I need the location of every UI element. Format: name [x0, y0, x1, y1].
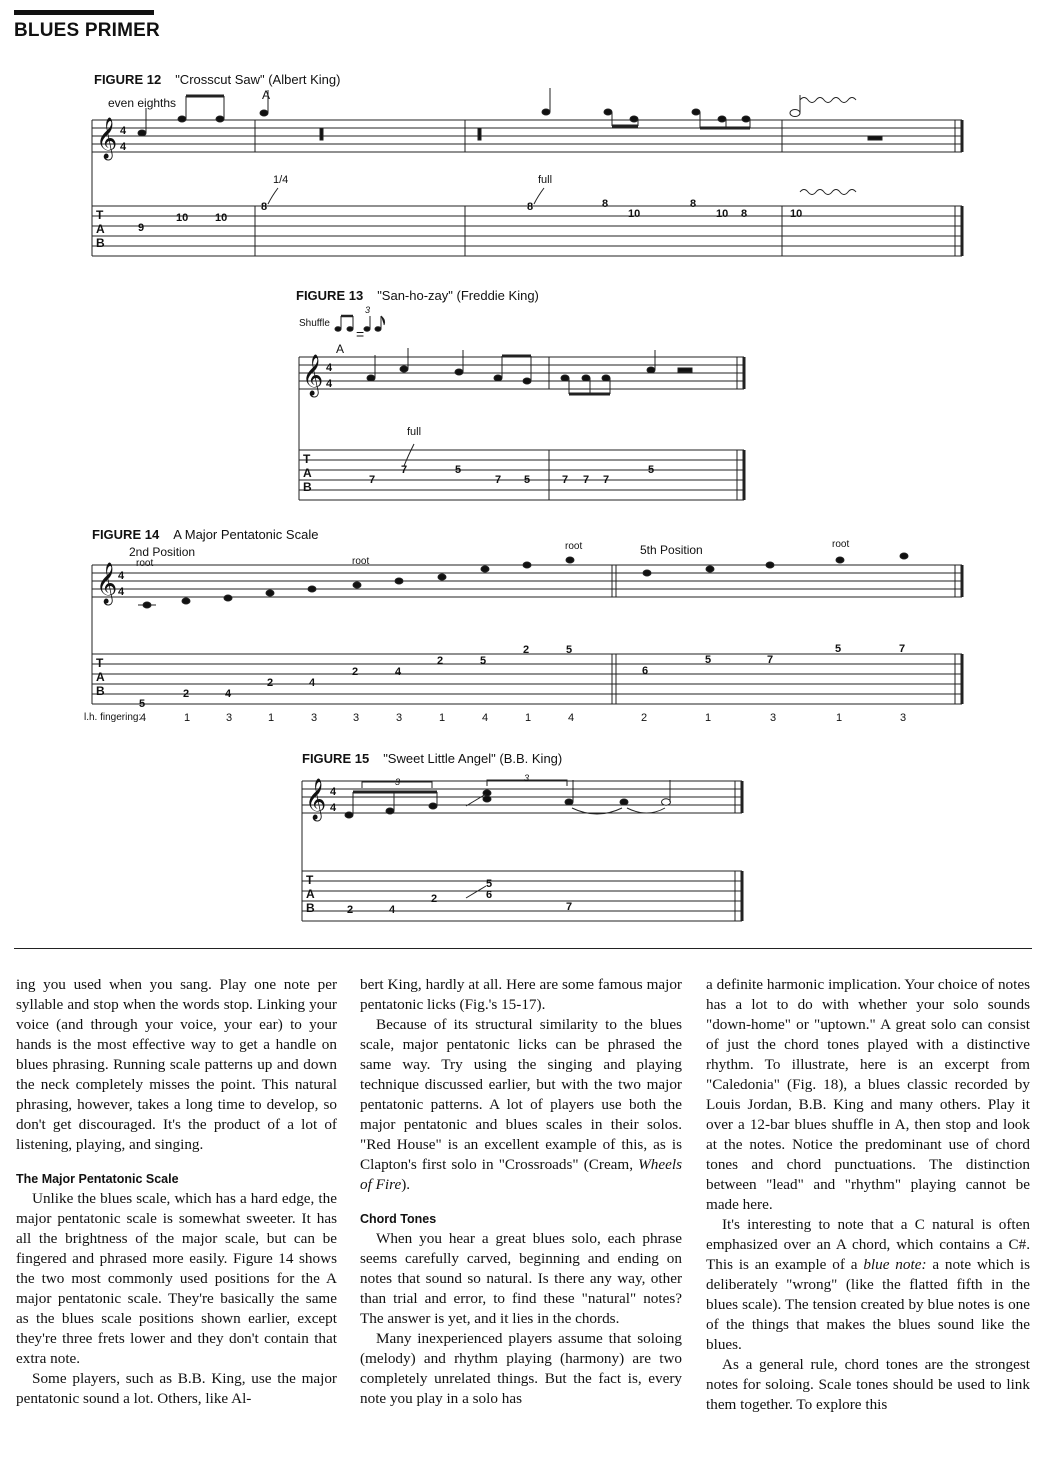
- vibrato-mark: [800, 190, 856, 195]
- tab-number: 7: [495, 474, 502, 486]
- tab-number: 8: [741, 208, 748, 220]
- finger-number: 2: [641, 712, 648, 724]
- tab-number: 8: [261, 201, 268, 213]
- figure-15-title: "Sweet Little Angel" (B.B. King): [383, 751, 563, 766]
- triplet-number: 3: [365, 305, 371, 315]
- feel-marking: Shuffle: [299, 318, 330, 329]
- tab-number: 10: [215, 212, 228, 224]
- svg-text:4: 4: [330, 786, 337, 798]
- tab-number: 7: [767, 654, 774, 666]
- tab-number: 10: [716, 208, 729, 220]
- tab-number: 10: [790, 208, 803, 220]
- svg-text:4: 4: [118, 586, 125, 598]
- fig12-notes: [138, 88, 882, 140]
- tab-clef: T A B: [306, 873, 315, 915]
- subheading: The Major Pentatonic Scale: [16, 1172, 179, 1186]
- tab-number: 5: [524, 474, 531, 486]
- tab-number: 8: [602, 198, 609, 210]
- tab-number: 2: [267, 677, 274, 689]
- finger-number: 1: [705, 712, 712, 724]
- root-label: root: [565, 541, 583, 552]
- bend-label: 1/4: [273, 174, 289, 186]
- tie: [627, 808, 665, 813]
- tab-number: 7: [899, 643, 906, 655]
- paragraph: Unlike the blues scale, which has a hard edge, the major pentatonic scale is somewhat sweeter. It has all the brightness of the major scale, but can be fingered and phrased more easily. Figure 14 shows the two most commonly used positions for the A major pentatonic scale. They're basically the same as the blues scale positions shown earlier, except they're three frets lower and they don't contain that extra note.: [16, 1190, 337, 1367]
- note: [260, 110, 268, 116]
- rest: [320, 128, 323, 140]
- feel-marking: even eighths: [108, 96, 177, 110]
- svg-text:4: 4: [120, 125, 127, 137]
- figure-13-title: "San-ho-zay" (Freddie King): [377, 288, 539, 303]
- tab-number: 8: [527, 201, 534, 213]
- section-divider: [14, 948, 1032, 949]
- figure-13-label: [296, 288, 539, 303]
- tab-number: 5: [835, 643, 842, 655]
- paragraph: ing you used when you sang. Play one note per syllable and stop when the words stop. Linking your voice (and through your voice, your ear) to your hands is the most effective way to get a handle on blues phrasing. Running scale patterns up and down the neck completely misses the point. This natural phrasing, however, takes a long time to develop, so don't get discouraged. It's the product of a lot of listening, playing, and singing.: [16, 976, 337, 1153]
- fig13-notes: [367, 348, 692, 394]
- bend-arrow: [404, 444, 414, 466]
- tab-number: 7: [566, 901, 573, 913]
- root-label: root: [136, 558, 154, 569]
- paragraph: Because of its structural similarity to the blues scale, major pentatonic licks can be phrased the same way. Try using the singing and playing technique discussed earlier, but with the two major pentatonic patterns. A lot of players use both the major pentatonic and blues scales in their solos. "Red House" is an excellent example of this, as is Clapton's first solo in "Crossroads" (Cream, Wheels of Fire).: [360, 1016, 682, 1193]
- tab-staff: [299, 450, 744, 500]
- tab-number: 6: [486, 889, 493, 901]
- staff: [299, 357, 744, 500]
- treble-clef: 𝄞: [96, 563, 118, 604]
- finger-number: 1: [268, 712, 275, 724]
- finger-number: 4: [482, 712, 489, 724]
- bend-arrow: [534, 188, 544, 204]
- finger-number: 1: [439, 712, 446, 724]
- tab-number: 10: [628, 208, 641, 220]
- finger-number: 3: [900, 712, 907, 724]
- staff: [92, 565, 962, 704]
- finger-number: 1: [525, 712, 532, 724]
- vibrato-mark: [800, 98, 856, 103]
- tab-number: 6: [642, 665, 649, 677]
- note: [542, 109, 550, 115]
- tab-number: 7: [603, 474, 610, 486]
- chord-symbol: A: [336, 342, 345, 356]
- section-title: BLUES PRIMER: [14, 20, 160, 41]
- tab-number: 2: [352, 666, 359, 678]
- note: [692, 109, 700, 115]
- staff: [302, 781, 742, 921]
- tab-number: 4: [395, 666, 402, 678]
- tab-number: 5: [455, 464, 462, 476]
- position-label: 2nd Position: [129, 545, 196, 559]
- tab-number: 4: [225, 688, 232, 700]
- text-column-2: [360, 975, 682, 1409]
- note: [178, 116, 186, 122]
- svg-text:4: 4: [330, 802, 337, 814]
- tab-number: 5: [705, 654, 712, 666]
- finger-number: 3: [311, 712, 318, 724]
- fingering-label: l.h. fingering:: [84, 712, 142, 723]
- tab-number: 2: [431, 893, 438, 905]
- finger-number: 1: [836, 712, 843, 724]
- equals-sign: =: [356, 326, 365, 342]
- chord-symbol: A: [262, 88, 271, 102]
- finger-number: 3: [396, 712, 403, 724]
- bend-label: full: [407, 426, 422, 438]
- tab-number: 7: [562, 474, 569, 486]
- figure-14-label: [92, 527, 318, 542]
- fig15-notes: [345, 780, 671, 818]
- tab-number: 2: [183, 688, 190, 700]
- figure-12-number: FIGURE 12: [94, 72, 162, 87]
- bend-label: full: [538, 174, 553, 186]
- tab-number: 5: [139, 698, 146, 710]
- bend-arrow: [268, 188, 278, 204]
- figure-14-title: A Major Pentatonic Scale: [173, 527, 319, 542]
- paragraph: As a general rule, chord tones are the strongest notes for soloing. Scale tones should be used to link them together. To explore this: [706, 1356, 1030, 1413]
- svg-text:4: 4: [118, 570, 125, 582]
- tab-clef: T A B: [303, 452, 312, 494]
- tab-number: 4: [309, 677, 316, 689]
- triplet-number: 3: [524, 773, 530, 783]
- paragraph: bert King, hardly at all. Here are some famous major pentatonic licks (Fig.'s 15-17).: [360, 976, 682, 1013]
- note: [216, 116, 224, 122]
- note: [742, 116, 750, 122]
- tab-number: 5: [480, 655, 487, 667]
- paragraph: Many inexperienced players assume that soloing (melody) and rhythm playing (harmony) are two completely unrelated things. But the fact is, every note you play in a solo has: [360, 1330, 682, 1407]
- finger-number: 3: [353, 712, 360, 724]
- root-label: root: [832, 539, 850, 550]
- tab-staff: [302, 871, 742, 921]
- root-label: root: [352, 556, 370, 567]
- finger-number: 4: [568, 712, 575, 724]
- svg-text:4: 4: [326, 362, 333, 374]
- tab-number: 5: [486, 878, 493, 890]
- subheading: Chord Tones: [360, 1212, 437, 1226]
- triplet-number: 3: [395, 777, 401, 787]
- position-label: 5th Position: [640, 543, 703, 557]
- tab-number: 7: [369, 474, 376, 486]
- note: [604, 109, 612, 115]
- note: [790, 110, 800, 117]
- treble-clef: 𝄞: [96, 118, 118, 159]
- tab-number: 7: [401, 464, 408, 476]
- tab-number: 2: [347, 904, 354, 916]
- paragraph: Some players, such as B.B. King, use the major pentatonic sound a lot. Others, like Al-: [16, 1370, 337, 1407]
- paragraph: a definite harmonic implication. Your choice of notes has a lot to do with whether your solo sounds "down-home" or "uptown." A great solo can consist of just the chord tones played with a distinctive rhythm. To illustrate, here is an excerpt from "Caledonia" (Fig. 18), a blues classic recorded by Louis Jordan, B.B. King and many others. Play it over a 12-bar blues shuffle in A, then stop and look at the notes. Notice the predominant use of chord tones and chord punctuations. The distinction between "lead" and "rhythm" playing cannot be made here.: [706, 976, 1030, 1213]
- note: [138, 130, 146, 136]
- tab-number: 8: [690, 198, 697, 210]
- svg-text:4: 4: [120, 141, 127, 153]
- note: [718, 116, 726, 122]
- text-column-3: [706, 975, 1030, 1415]
- paragraph: When you hear a great blues solo, each phrase seems carefully carved, beginning and ending on notes that sound so natural. Is there any way, other than trial and error, to find these "natural" notes? The answer is yet, and it lies in the chords.: [360, 1230, 682, 1327]
- slide-mark: [466, 886, 486, 898]
- finger-number: 3: [226, 712, 233, 724]
- figure-15-label: [302, 751, 562, 766]
- tab-number: 9: [138, 222, 145, 234]
- tab-clef: T A B: [96, 208, 105, 250]
- figure-14-number: FIGURE 14: [92, 527, 160, 542]
- tab-number: 2: [523, 644, 530, 656]
- tab-number: 10: [176, 212, 189, 224]
- tab-number: 2: [437, 655, 444, 667]
- note: [630, 116, 638, 122]
- treble-clef: 𝄞: [302, 355, 324, 396]
- rest: [868, 136, 882, 140]
- tab-clef: T A B: [96, 656, 105, 698]
- figure-12-title: "Crosscut Saw" (Albert King): [175, 72, 341, 87]
- tab-number: 4: [389, 904, 396, 916]
- paragraph: It's interesting to note that a C natural is often emphasized over an A chord, which contains a C#. This is an example of a blue note: a note which is deliberately "wrong" (like the flatted fifth in the blues scale). The tension created by blue notes is one of the things that makes the blues sound like the blues.: [706, 1216, 1030, 1353]
- finger-number: 1: [184, 712, 191, 724]
- text-column-1: [16, 975, 337, 1409]
- tab-number: 5: [648, 464, 655, 476]
- treble-clef: 𝄞: [305, 779, 327, 820]
- figure-13-number: FIGURE 13: [296, 288, 364, 303]
- rest: [478, 128, 481, 140]
- tab-staff: [92, 654, 962, 704]
- finger-number: 4: [140, 712, 147, 724]
- figure-15-number: FIGURE 15: [302, 751, 370, 766]
- svg-text:4: 4: [326, 378, 333, 390]
- tab-number: 5: [566, 644, 573, 656]
- tab-number: 7: [583, 474, 590, 486]
- finger-number: 3: [770, 712, 777, 724]
